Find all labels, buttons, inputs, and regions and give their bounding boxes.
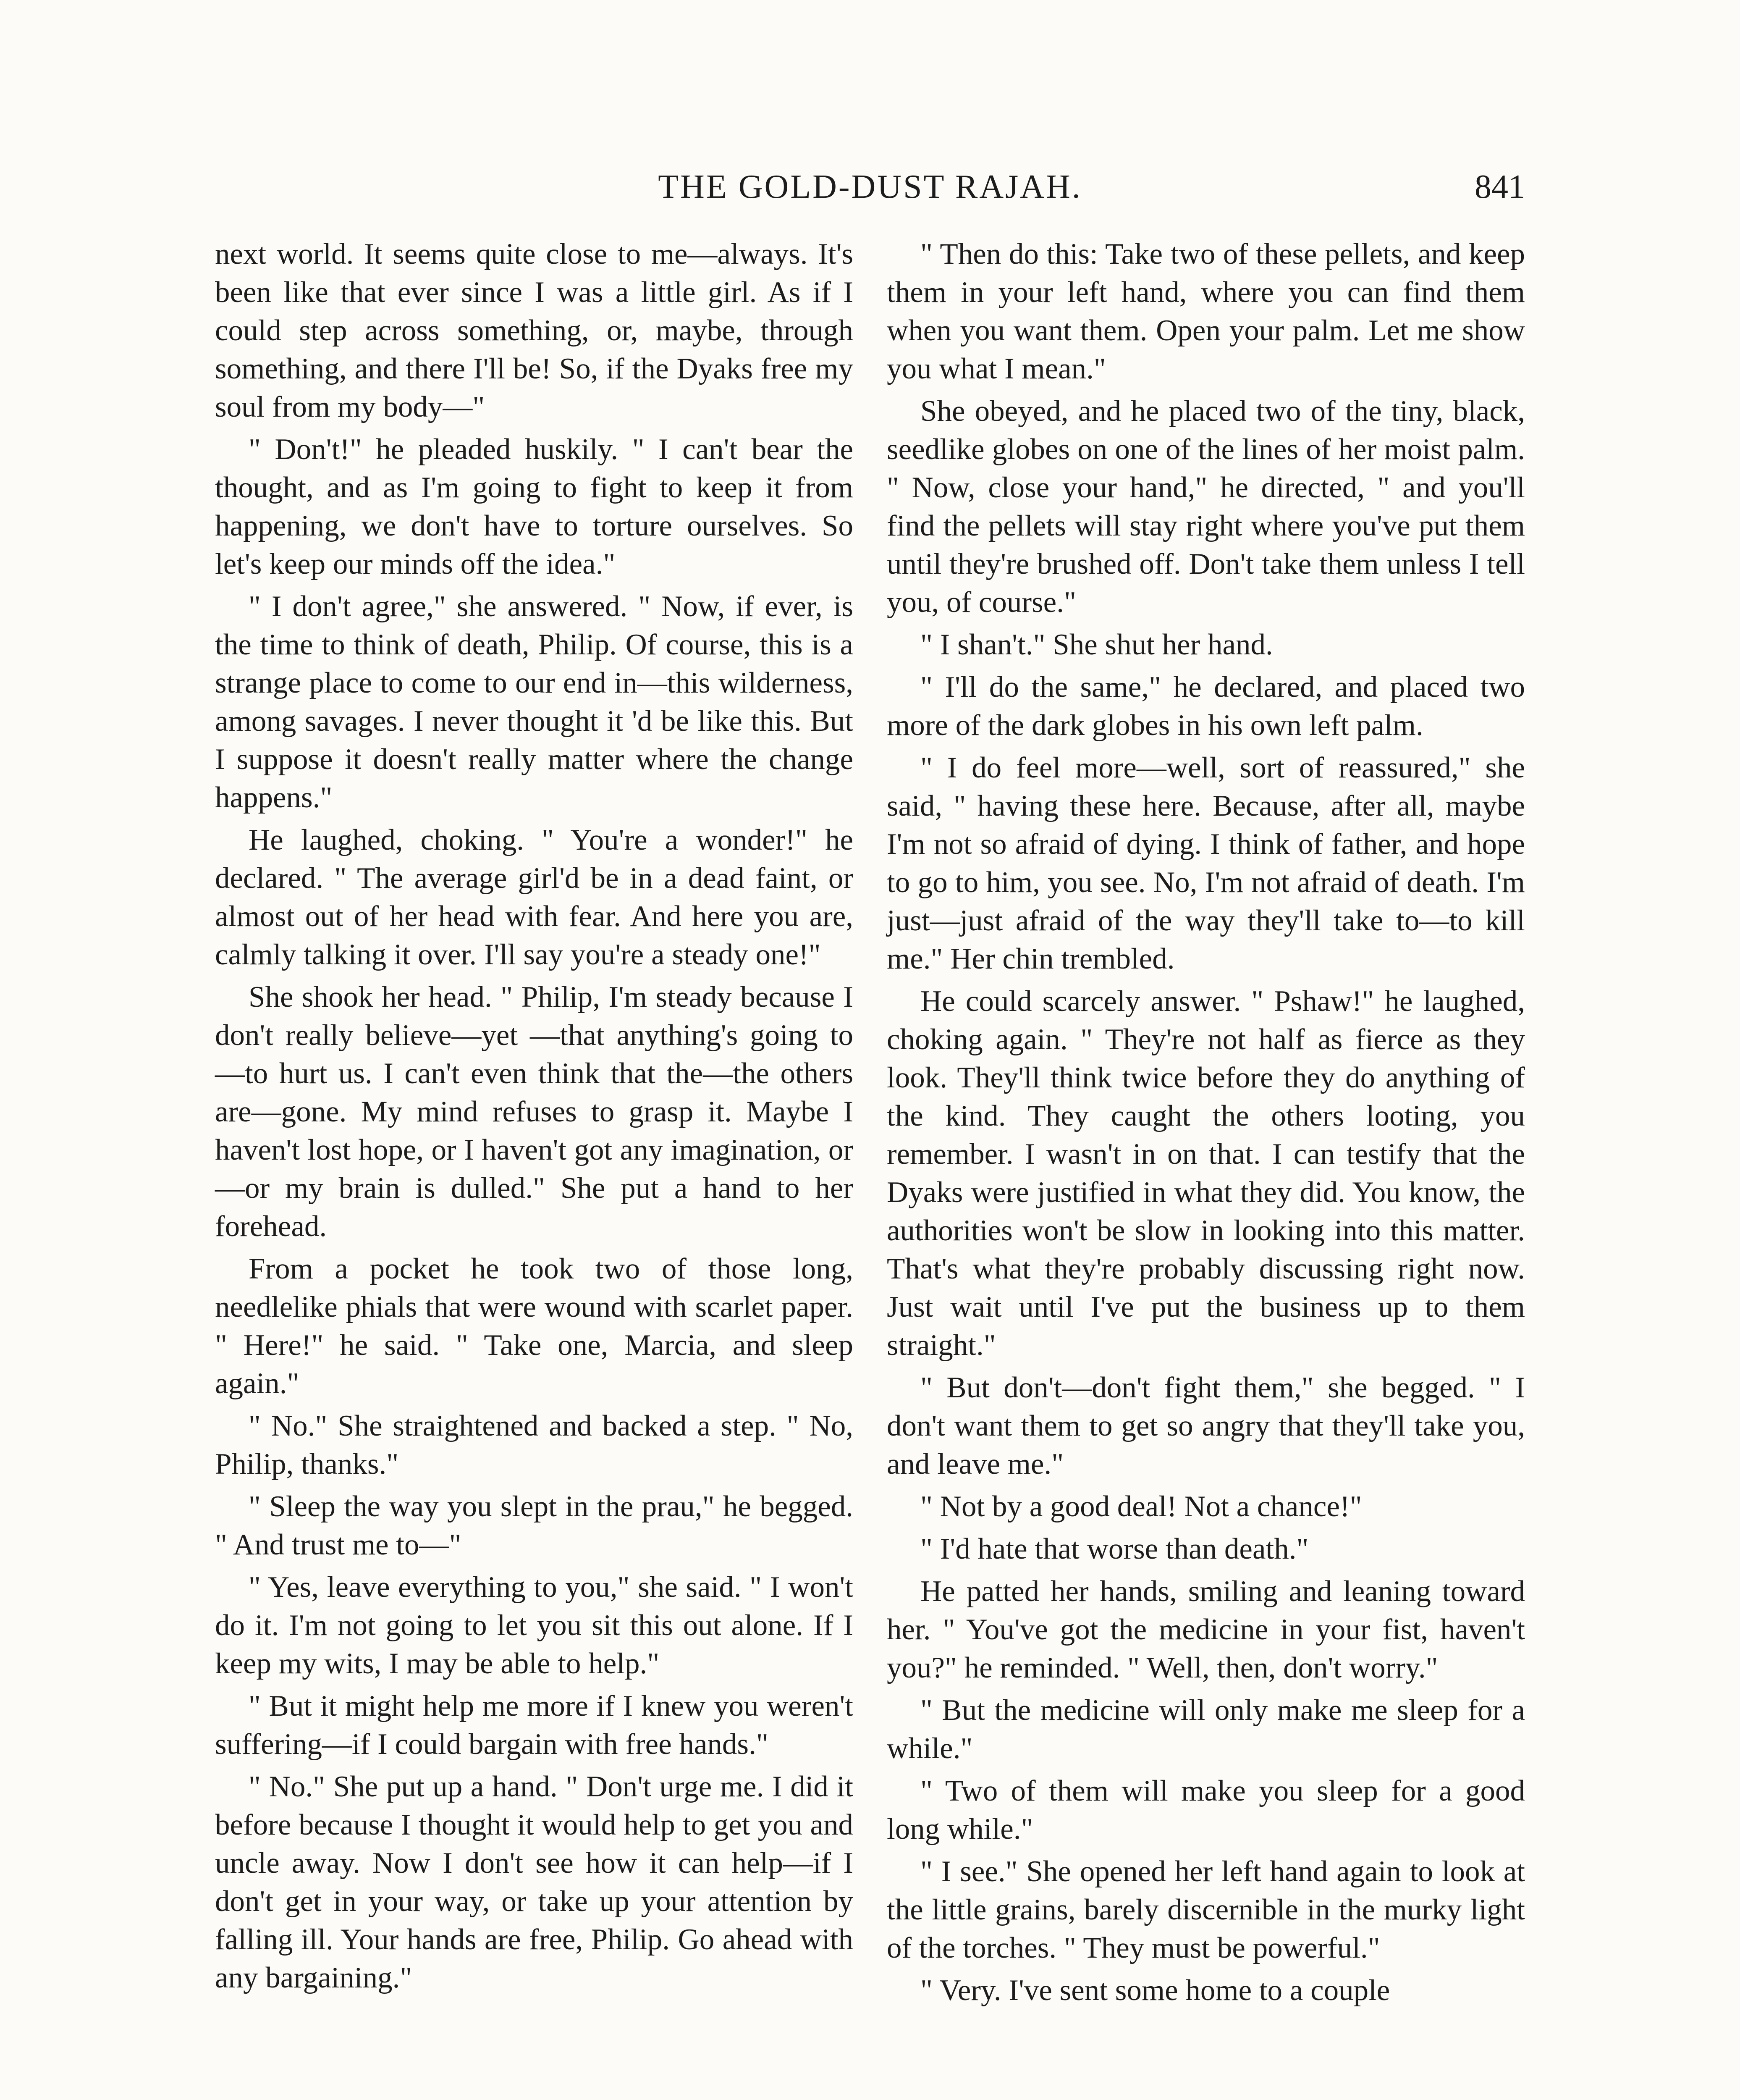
paragraph: " But don't—don't fight them," she begged. " I don't want them to get so angry that they'll take you, and leave me." bbox=[887, 1371, 1525, 1480]
paragraph: " I see." She opened her left hand again to look at the little grains, barely discernible in the murky light of the torches. " They must be powerful." bbox=[887, 1855, 1525, 1964]
paragraph: " I don't agree," she answered. " Now, if ever, is the time to think of death, Philip. Of course, this is a strange place to come to our end in—this wilderness, among savages. I never thought it 'd be like this. But I suppose it doesn't really matter where the change happens." bbox=[215, 590, 853, 814]
paragraph: " Not by a good deal! Not a chance!" bbox=[920, 1490, 1362, 1523]
paragraph: " Yes, leave everything to you," she said. " I won't do it. I'm not going to let you sit this out alone. If I keep my wits, I may be able to help." bbox=[215, 1571, 853, 1680]
paragraph: " No." She put up a hand. " Don't urge me. I did it before because I thought it would help to get you and uncle away. Now I don't see how it can help—if I don't get in your way, or take up your attention by falling ill. Your hands are free, Philip. Go ahead with any bargaining." bbox=[215, 1770, 853, 1994]
paragraph: " Two of them will make you sleep for a good long while." bbox=[887, 1774, 1525, 1845]
paragraph: " I do feel more—well, sort of reassured," she said, " having these here. Because, after all, maybe I'm not so afraid of dying. I think of father, and hope to go to him, you see. No, I'm not afraid of death. I'm just—just afraid of the way they'll take to—to kill me." Her chin trembled. bbox=[887, 751, 1525, 975]
paragraph: " I shan't." She shut her hand. bbox=[920, 628, 1273, 661]
running-title: THE GOLD-DUST RAJAH. bbox=[658, 168, 1082, 205]
paragraph: " Don't!" he pleaded huskily. " I can't bear the thought, and as I'm going to fight to keep it from happening, we don't have to torture ourselves. So let's keep our minds off the idea." bbox=[215, 433, 853, 580]
paragraph: He laughed, choking. " You're a wonder!" he declared. " The average girl'd be in a dead faint, or almost out of her head with fear. And here you are, calmly talking it over. I'll say you're a steady one!" bbox=[215, 824, 853, 971]
paragraph: " I'd hate that worse than death." bbox=[920, 1533, 1309, 1565]
paragraph: " But the medicine will only make me sleep for a while." bbox=[887, 1694, 1525, 1765]
left-column bbox=[215, 235, 853, 2001]
paragraph: He could scarcely answer. " Pshaw!" he laughed, choking again. " They're not half as fierce as they look. They'll think twice before they do anything of the kind. They caught the others looting, you remember. I wasn't in on that. I can testify that the Dyaks were justified in what they did. You know, the authorities won't be slow in looking into this matter. That's what they're probably discussing right now. Just wait until I've put the business up to them straight." bbox=[887, 985, 1525, 1362]
paragraph: " Sleep the way you slept in the prau," he begged. " And trust me to—" bbox=[215, 1490, 853, 1561]
paragraph: " But it might help me more if I knew you weren't suffering—if I could bargain with free hands." bbox=[215, 1690, 853, 1761]
page-number: 841 bbox=[1475, 168, 1525, 205]
page-header bbox=[215, 168, 1525, 223]
paragraph: " Then do this: Take two of these pellets, and keep them in your left hand, where you can find them when you want them. Open your palm. Let me show you what I mean." bbox=[887, 238, 1525, 385]
paragraph: next world. It seems quite close to me—always. It's been like that ever since I was a little girl. As if I could step across something, or, maybe, through something, and there I'll be! So, if the Dyaks free my soul from my body—" bbox=[215, 238, 853, 423]
paragraph: She shook her head. " Philip, I'm steady because I don't really believe—yet —that anything's going to—to hurt us. I can't even think that the—the others are—gone. My mind refuses to grasp it. Maybe I haven't lost hope, or I haven't got any imagination, or—or my brain is dulled." She put a hand to her forehead. bbox=[215, 981, 853, 1243]
paragraph: She obeyed, and he placed two of the tiny, black, seedlike globes on one of the lines of her moist palm. " Now, close your hand," he directed, " and you'll find the pellets will stay right where you've put them until they're brushed off. Don't take them unless I tell you, of course." bbox=[887, 395, 1525, 619]
paragraph: From a pocket he took two of those long, needlelike phials that were wound with scarlet paper. " Here!" he said. " Take one, Marcia, and sleep again." bbox=[215, 1252, 853, 1400]
paragraph: He patted her hands, smiling and leaning toward her. " You've got the medicine in your fist, haven't you?" he reminded. " Well, then, don't worry." bbox=[887, 1575, 1525, 1684]
paragraph: " No." She straightened and backed a step. " No, Philip, thanks." bbox=[215, 1410, 853, 1480]
right-column bbox=[887, 235, 1525, 2014]
paragraph: " Very. I've sent some home to a couple bbox=[920, 1974, 1390, 2007]
paragraph: " I'll do the same," he declared, and placed two more of the dark globes in his own left palm. bbox=[887, 671, 1525, 742]
